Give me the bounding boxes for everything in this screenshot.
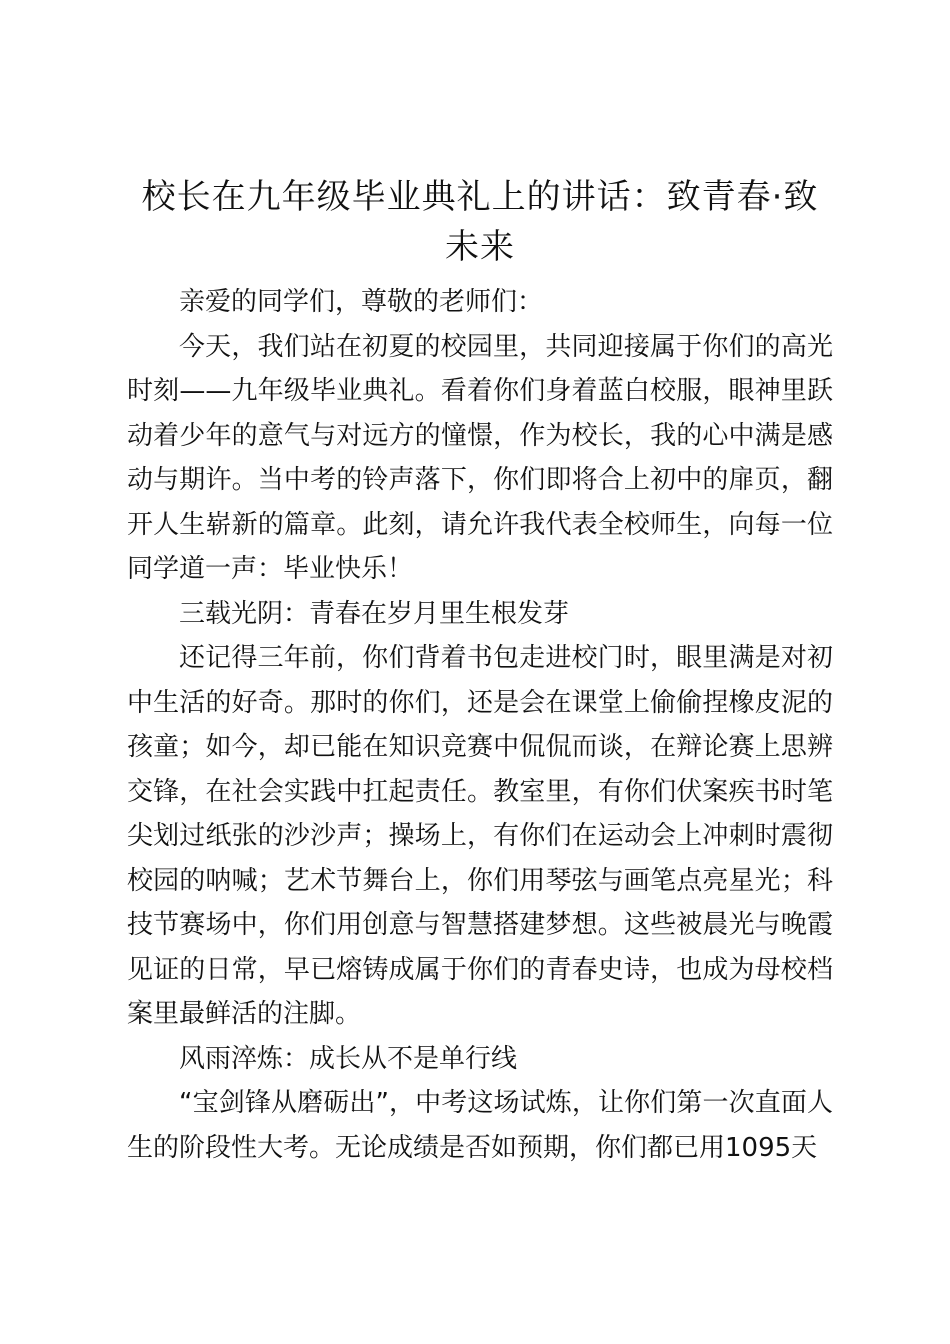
title-line-1: 校长在九年级毕业典礼上的讲话：致青春·致 [141, 177, 819, 217]
greeting: 亲爱的同学们，尊敬的老师们： [179, 287, 544, 317]
paragraph-memories: 还记得三年前，你们背着书包走进校门时，眼里满是对初中生活的好奇。那时的你们，还是会在课堂上偷偷捏橡皮泥的孩童；如今，却已能在知识竞赛中侃侃而谈，在辩论赛上思辨交锋，在社会实践中扛起责任。教室里，有你们伏案疾书时笔尖划过纸张的沙沙声；操场上，有你们在运动会上冲刺时震彻校园的呐喊；艺术节舞台上，你们用琴弦与画笔点亮星光；科技节赛场中，你们用创意与智慧搭建梦想。这些被晨光与晚霞见证的日常，早已熔铸成属于你们的青春史诗，也成为母校档案里最鲜活的注脚。 [127, 643, 833, 1029]
paragraph-opening: 今天，我们站在初夏的校园里，共同迎接属于你们的高光时刻——九年级毕业典礼。看着你们身着蓝白校服，眼神里跃动着少年的意气与对远方的憧憬，作为校长，我的心中满是感动与期许。当中考的铃声落下，你们即将合上初中的扉页，翻开人生崭新的篇章。此刻，请允许我代表全校师生，向每一位同学道一声：毕业快乐！ [127, 331, 833, 584]
paragraph-exam: “宝剑锋从磨砺出”，中考这场试炼，让你们第一次直面人生的阶段性大考。无论成绩是否如预期，你们都已用1095天 [127, 1088, 833, 1163]
document-body [127, 172, 833, 1170]
section-heading-three-years: 三载光阴：青春在岁月里生根发芽 [179, 598, 570, 629]
document-title [127, 172, 833, 272]
section-heading-trials: 风雨淬炼：成长从不是单行线 [179, 1043, 518, 1074]
title-line-2: 未来 [445, 227, 515, 267]
